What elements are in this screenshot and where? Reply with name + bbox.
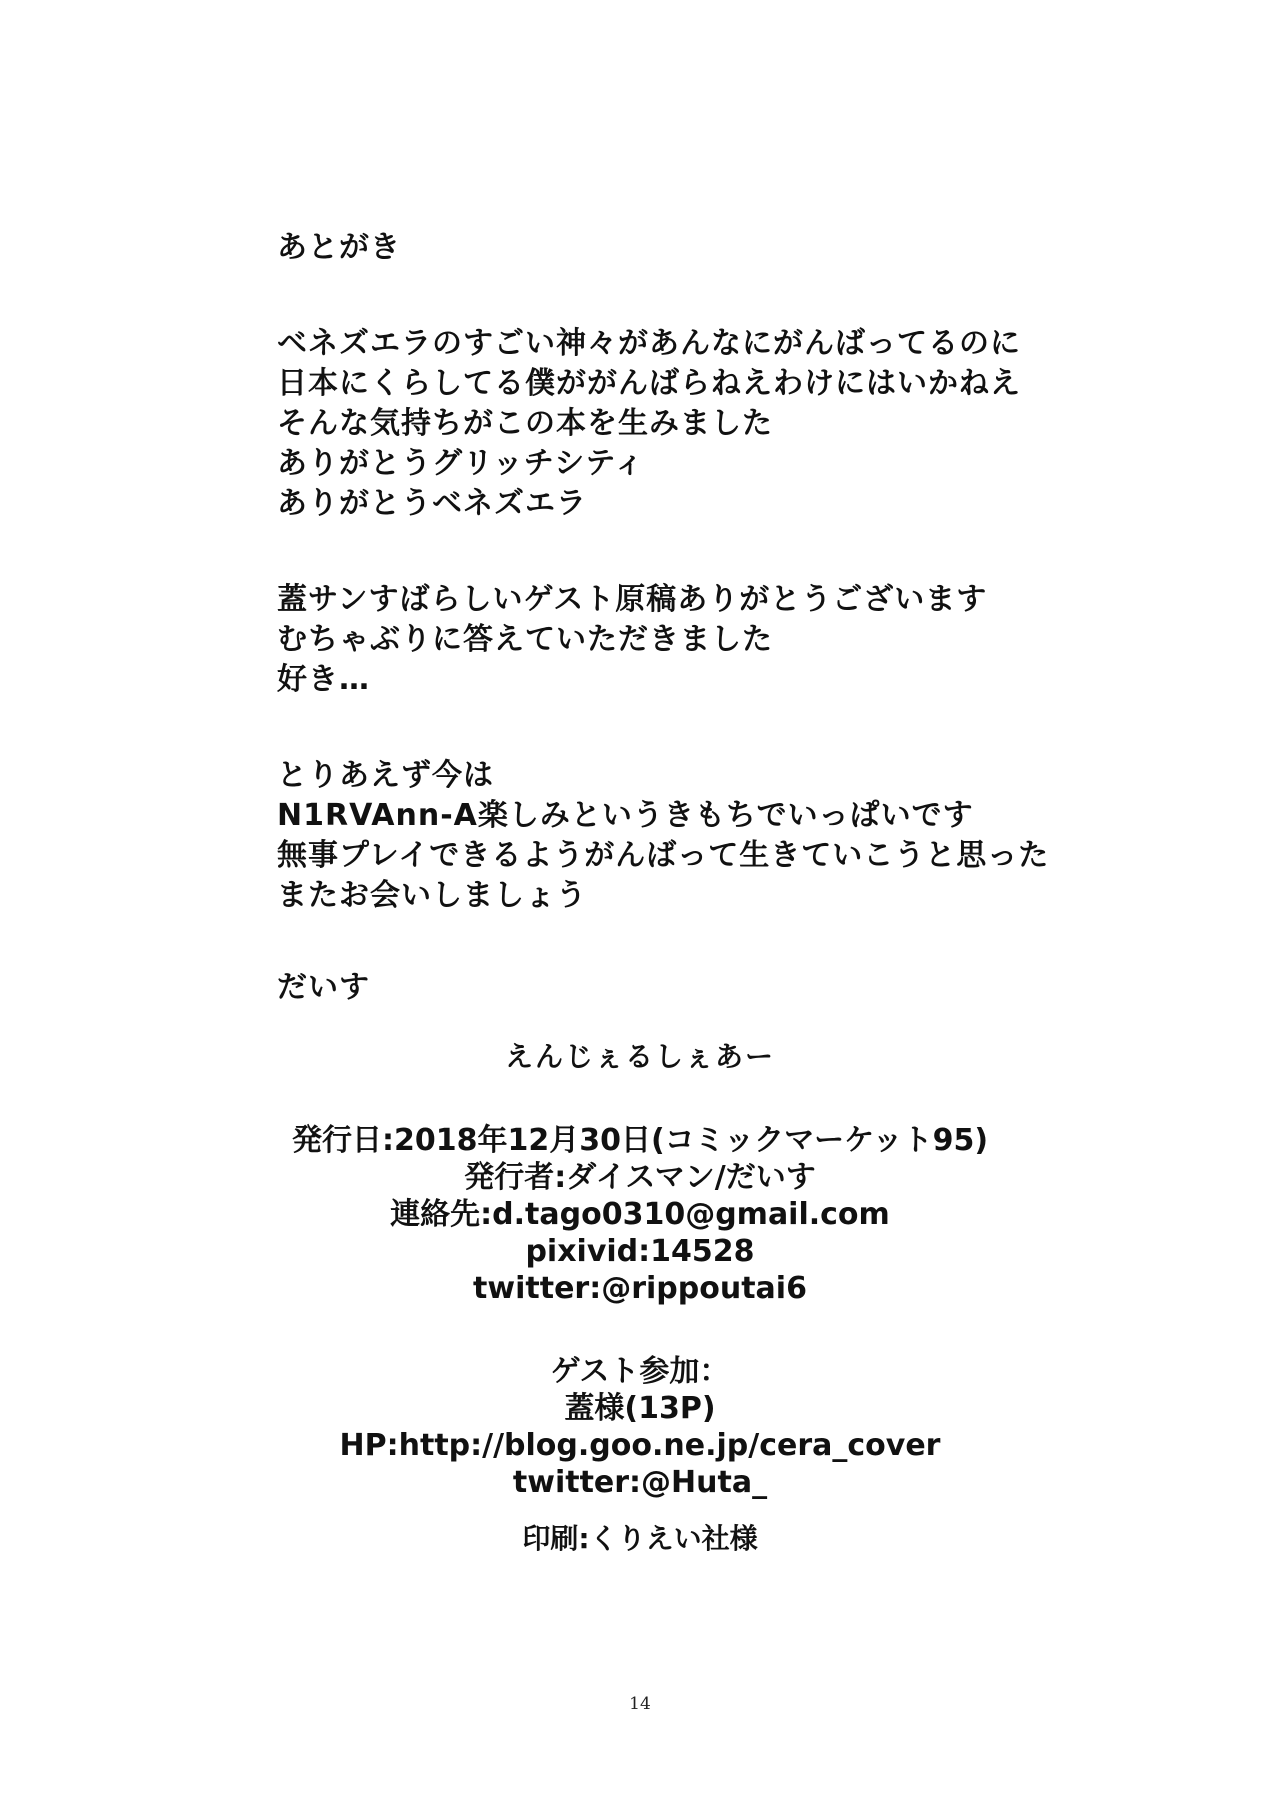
guest-label: ゲスト参加：: [550, 1354, 730, 1389]
printer-credit: [0, 1517, 1280, 1557]
afterword-line: 無事プレイできるようがんばって生きていこうと思った: [277, 838, 1050, 873]
twitter-handle: twitter:@rippoutai6: [473, 1271, 807, 1306]
afterword-line: 好き…: [277, 662, 370, 697]
guest-homepage: HP:http://blog.goo.ne.jp/cera_cover: [339, 1428, 941, 1463]
page-number: 14: [629, 1694, 651, 1714]
afterword-line: 蓋サンすばらしいゲスト原稿ありがとうございます: [277, 582, 988, 617]
guest-info: [0, 1353, 1280, 1501]
afterword-line: ありがとうグリッチシティ: [277, 446, 645, 481]
afterword-heading: あとがき: [277, 230, 401, 265]
afterword-line: またお会いしましょう: [277, 878, 587, 913]
afterword-line: 日本にくらしてる僕ががんばらねえわけにはいかねえ: [277, 366, 1021, 401]
contact-email: 連絡先:d.tago0310@gmail.com: [390, 1197, 890, 1232]
spacer: [277, 524, 1237, 580]
spacer: [277, 700, 1237, 756]
afterword-line: N1RVAnn-A楽しみというきもちでいっぱいです: [277, 798, 974, 833]
afterword-line: ありがとうベネズエラ: [277, 486, 587, 521]
afterword-line: ベネズエラのすごい神々があんなにがんばってるのに: [277, 326, 1021, 361]
spacer: [277, 268, 1237, 324]
publication-info: [0, 1122, 1280, 1307]
author-signature: だいす: [277, 970, 370, 1005]
afterword-section: [277, 228, 1237, 1008]
pixiv-id: pixivid:14528: [525, 1234, 755, 1269]
afterword-line: むちゃぶりに答えていただきました: [277, 622, 773, 657]
publish-date: 発行日:2018年12月30日(コミックマーケット95): [291, 1123, 989, 1158]
afterword-line: とりあえず今は: [277, 758, 494, 793]
printer-name: 印刷:くりえい社様: [522, 1522, 758, 1555]
afterword-line: そんな気持ちがこの本を生みました: [277, 406, 773, 441]
publisher: 発行者:ダイスマン/だいす: [464, 1160, 816, 1195]
guest-name: 蓋様(13P): [564, 1391, 716, 1426]
guest-twitter: twitter:@Huta_: [512, 1465, 768, 1500]
circle-name: えんじぇるしぇあー: [504, 1040, 775, 1073]
